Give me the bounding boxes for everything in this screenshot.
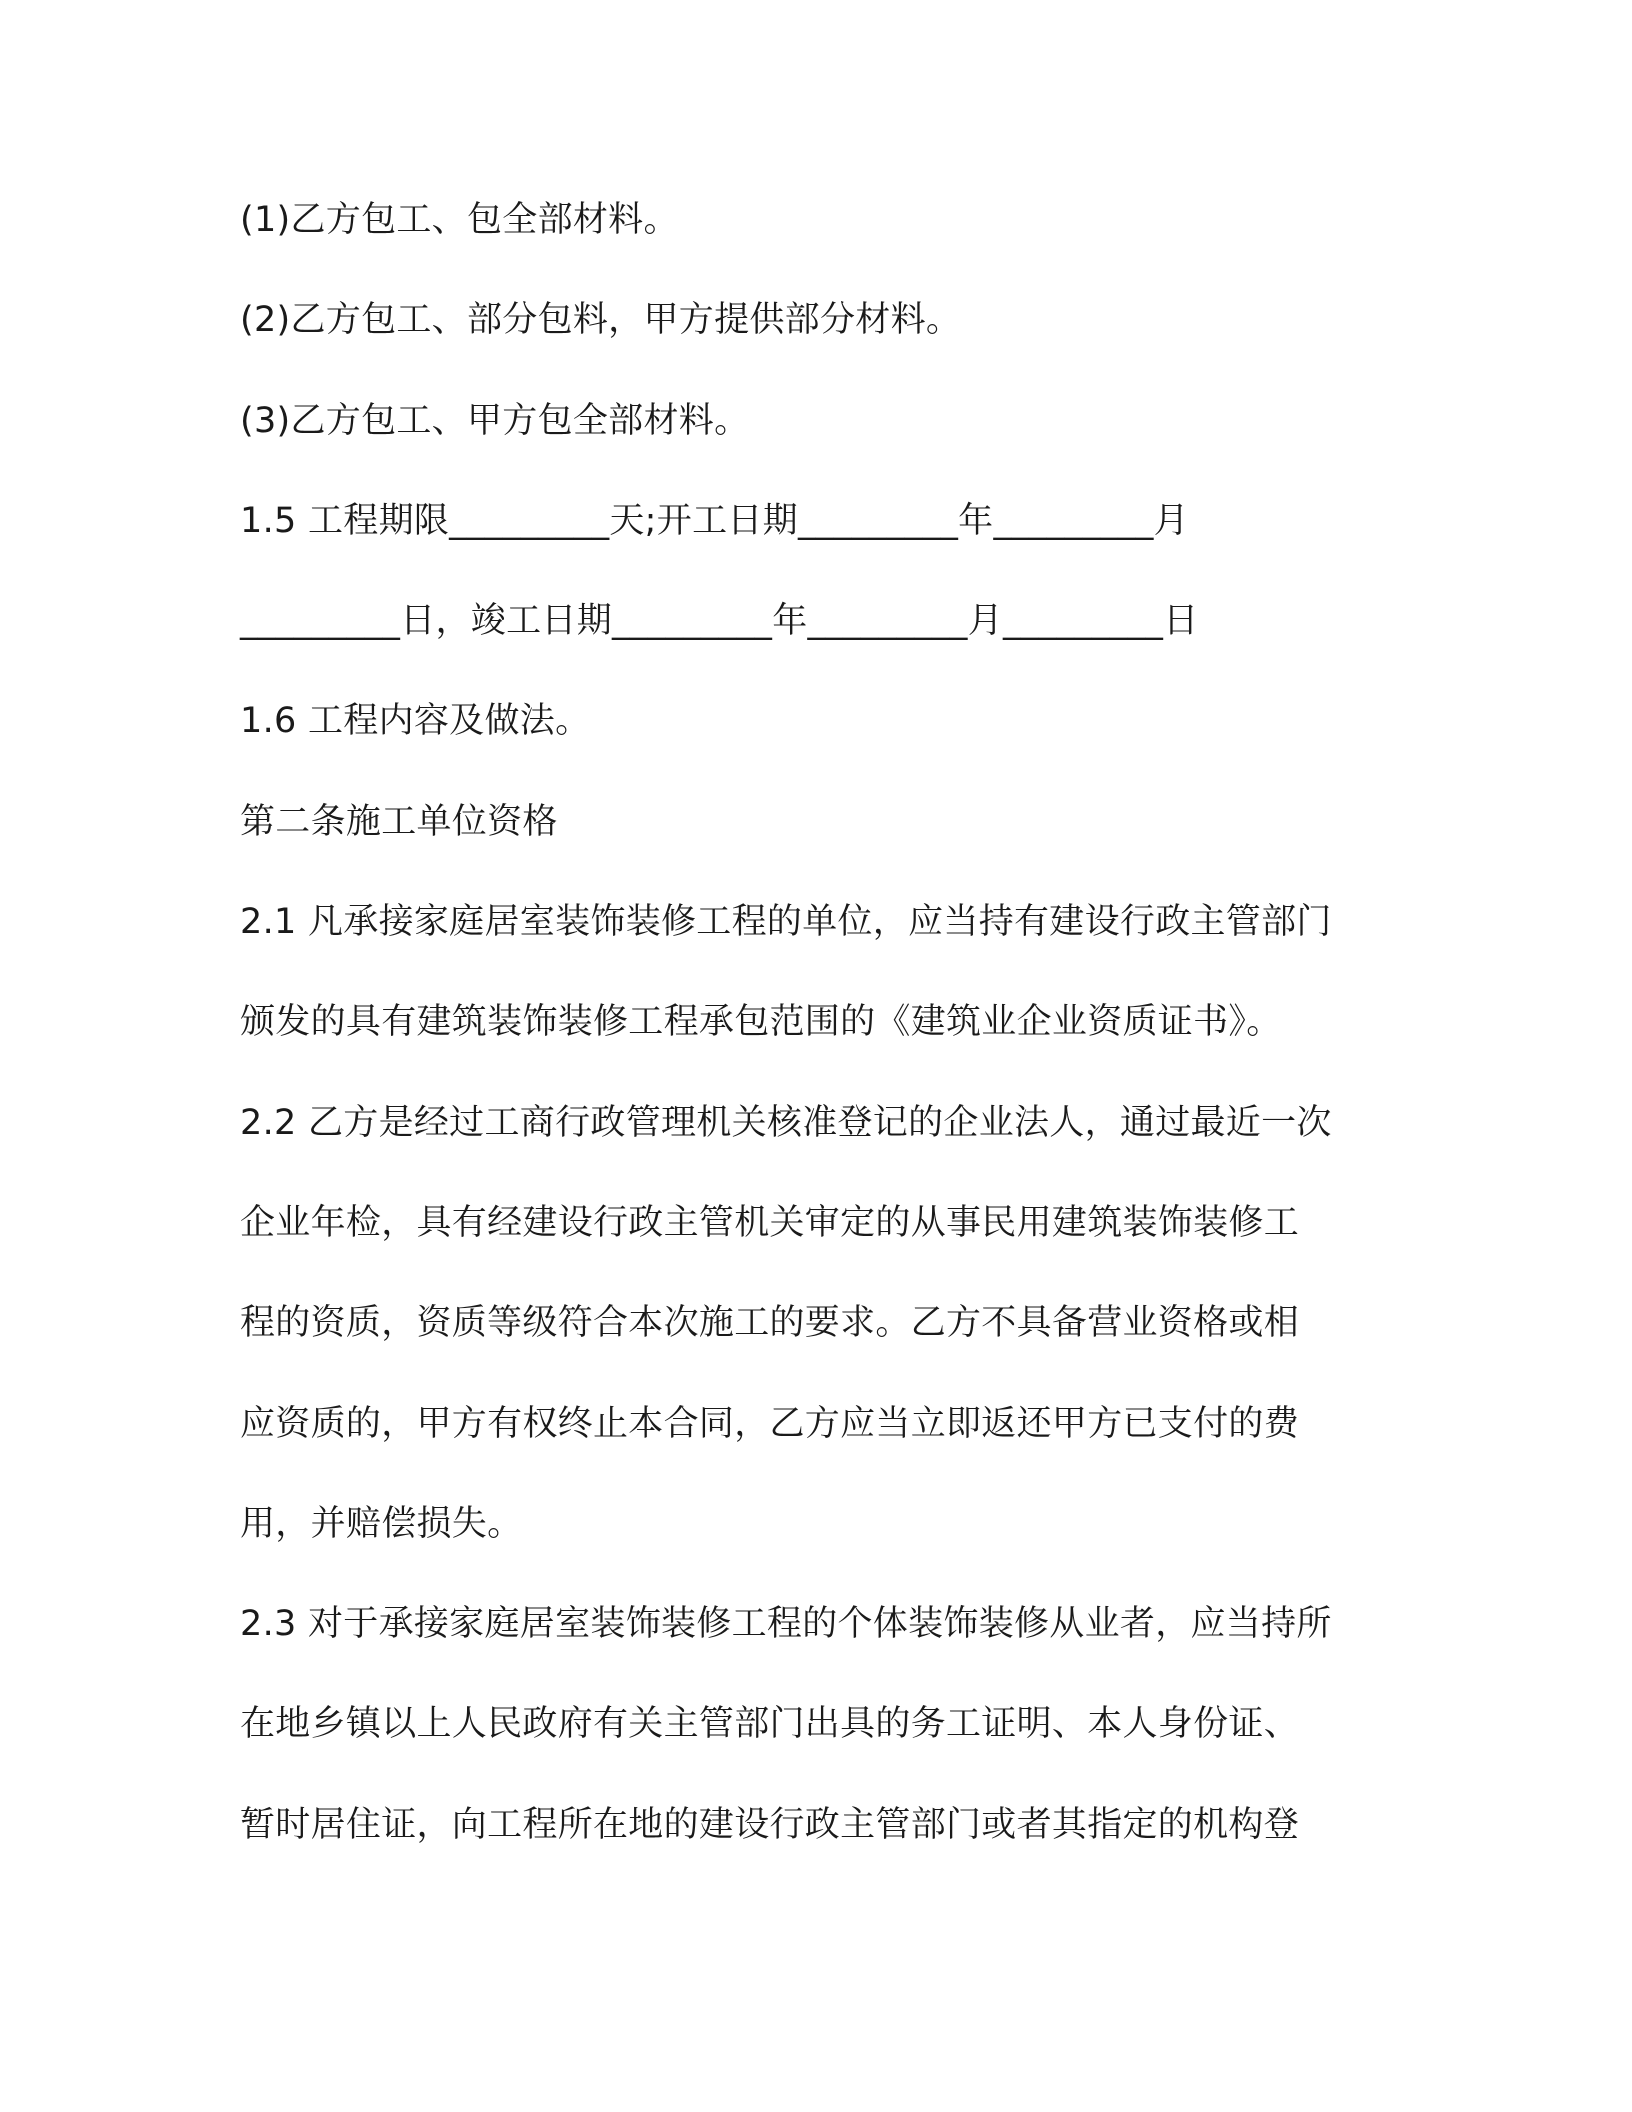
section-heading-article-2: 第二条施工单位资格 bbox=[240, 801, 558, 842]
text-line-1-5-completion-date: _________日，竣工日期_________年_________月_________日 bbox=[240, 601, 1199, 642]
text-line-2-3-b: 在地乡镇以上人民政府有关主管部门出具的务工证明、本人身份证、 bbox=[240, 1704, 1300, 1745]
text-line-2-2-a: 2.2 乙方是经过工商行政管理机关核准登记的企业法人，通过最近一次 bbox=[240, 1102, 1332, 1143]
text-line-2-3-c: 暂时居住证，向工程所在地的建设行政主管部门或者其指定的机构登 bbox=[240, 1804, 1300, 1845]
text-line-2-2-b: 企业年检，具有经建设行政主管机关审定的从事民用建筑装饰装修工 bbox=[240, 1202, 1300, 1243]
text-line-1-5-duration: 1.5 工程期限_________天;开工日期_________年_________月 bbox=[240, 500, 1189, 541]
text-line-2-2-e: 用，并赔偿损失。 bbox=[240, 1503, 523, 1544]
text-line-2-2-c: 程的资质，资质等级符合本次施工的要求。乙方不具备营业资格或相 bbox=[240, 1303, 1300, 1344]
text-line-option-1: (1)乙方包工、包全部材料。 bbox=[240, 200, 679, 240]
text-line-2-1-a: 2.1 凡承接家庭居室装饰装修工程的单位，应当持有建设行政主管部门 bbox=[240, 902, 1332, 943]
text-line-option-3: (3)乙方包工、甲方包全部材料。 bbox=[240, 400, 750, 441]
text-line-1-6: 1.6 工程内容及做法。 bbox=[240, 701, 591, 742]
text-line-2-2-d: 应资质的，甲方有权终止本合同，乙方应当立即返还甲方已支付的费 bbox=[240, 1403, 1300, 1444]
text-line-option-2: (2)乙方包工、部分包料，甲方提供部分材料。 bbox=[240, 300, 962, 341]
text-line-2-3-a: 2.3 对于承接家庭居室装饰装修工程的个体装饰装修从业者，应当持所 bbox=[240, 1604, 1332, 1645]
document-body bbox=[240, 190, 1420, 1895]
text-line-2-1-b: 颁发的具有建筑装饰装修工程承包范围的《建筑业企业资质证书》。 bbox=[240, 1002, 1282, 1043]
